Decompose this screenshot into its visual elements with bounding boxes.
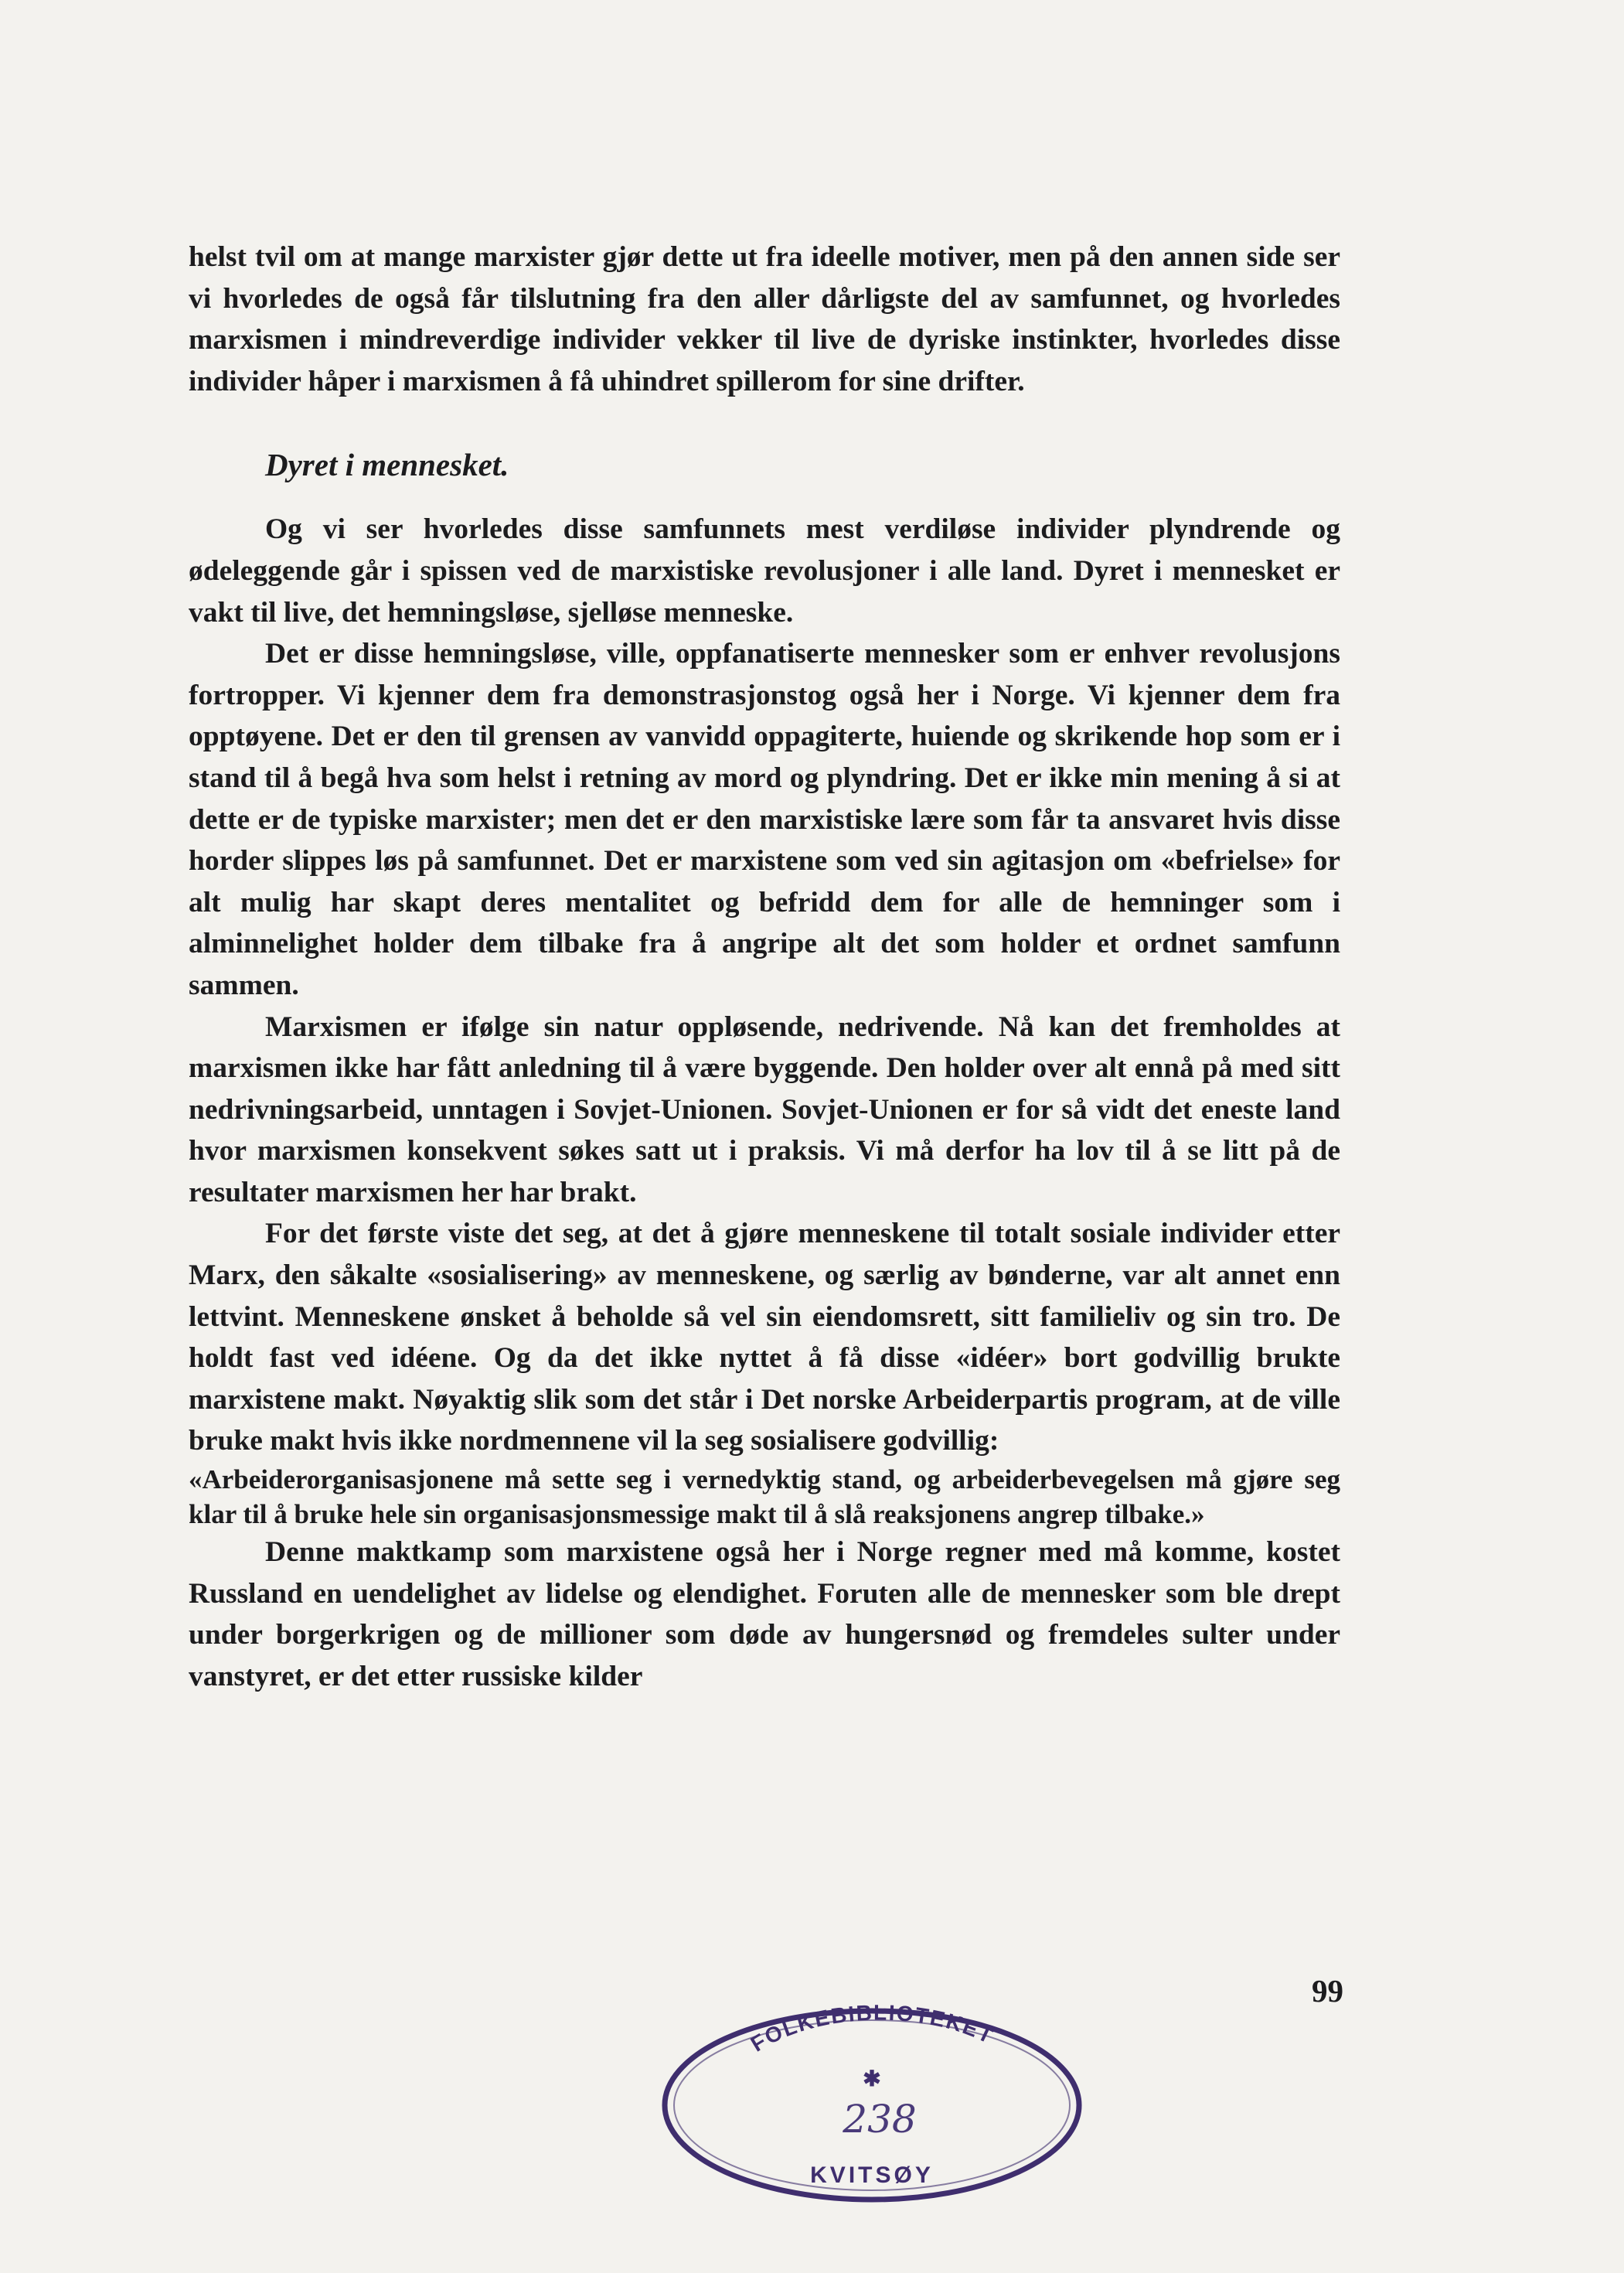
- library-stamp: [648, 2001, 1096, 2210]
- paragraph-continued: helst tvil om at mange marxister gjør dette ut fra ideelle motiver, men på den annen side ser vi hvorledes de også får tilslutning fra den aller dårligste del av samfunnet, og hvorledes marxismen i mindreverdige individer vekker til live de dyriske instinkter, hvorledes disse individer håper i marxismen å få uhindret spillerom for sine drifter.: [189, 241, 1340, 397]
- paragraph: For det første viste det seg, at det å gjøre menneskene til totalt sosiale individer etter Marx, den såkalte «sosialisering» av menneskene, og særlig av bønderne, var alt annet enn lettvint. Menneskene ønsket å beholde så vel sin eiendomsrett, sitt familieliv og sin tro. De holdt fast ved idéene. Og da det ikke nyttet å få disse «idéer» bort godvillig brukte marxistene makt. Nøyaktig slik som det står i Det norske Arbeiderpartis program, at de ville bruke makt hvis ikke nordmennene vil la seg sosialisere godvillig:: [189, 1218, 1340, 1457]
- paragraph: Denne maktkamp som marxistene også her i Norge regner med må komme, kostet Russland en uendelighet av lidelse og elendighet. Foruten alle de mennesker som ble drept under borgerkrigen og de millioner som døde av hungersnød og fremdeles sulter under vanstyret, er det etter russiske kilder: [189, 1536, 1340, 1692]
- section-heading: Dyret i mennesket.: [265, 447, 509, 483]
- paragraph: Det er disse hemningsløse, ville, oppfanatiserte mennesker som er enhver revolusjons fortropper. Vi kjenner dem fra demonstrasjonstog også her i Norge. Vi kjenner dem fra opptøyene. Det er den til grensen av vanvidd oppagiterte, huiende og skrikende hop som er i stand til å begå hva som helst i retning av mord og plyndring. Det er ikke min mening å si at dette er de typiske marxister; men det er den marxistiske lære som får ta ansvaret hvis disse horder slippes løs på samfunnet. Det er marxistene som ved sin agitasjon om «befrielse» for alt mulig har skapt deres mentalitet og befridd dem for alle de hemninger som i alminnelighet holder dem tilbake fra å angripe alt det som holder et ordnet samfunn sammen.: [189, 638, 1340, 1001]
- stamp-bottom-text: KVITSØY: [810, 2162, 934, 2188]
- stamp-top-text: FOLKEBIBLIOTEKET: [746, 2001, 998, 2057]
- body-text: [189, 237, 1340, 1697]
- paragraph: Og vi ser hvorledes disse samfunnets mest verdiløse individer plyndrende og ødeleggende går i spissen ved de marxistiske revolusjoner i alle land. Dyret i mennesket er vakt til live, det hemningsløse, sjelløse menneske.: [189, 513, 1340, 629]
- page-number: 99: [1312, 1973, 1343, 2009]
- stamp-number: 238: [843, 2097, 917, 2142]
- paragraph: Marxismen er ifølge sin natur oppløsende, nedrivende. Nå kan det fremholdes at marxismen ikke har fått anledning til å være byggende. Den holder over alt ennå på med sitt nedrivningsarbeid, unntagen i Sovjet-Unionen. Sovjet-Unionen er for så vidt det eneste land hvor marxismen konsekvent søkes satt ut i praksis. Vi må derfor ha lov til å se litt på de resultater marxismen her har brakt.: [189, 1010, 1340, 1208]
- block-quote: «Arbeiderorganisasjonene må sette seg i vernedyktig stand, og arbeiderbevegelsen må gjøre seg klar til å bruke hele sin organisasjonsmessige makt til å slå reaksjonens angrep tilbake.»: [189, 1464, 1340, 1530]
- star-icon: ✱: [863, 2067, 881, 2091]
